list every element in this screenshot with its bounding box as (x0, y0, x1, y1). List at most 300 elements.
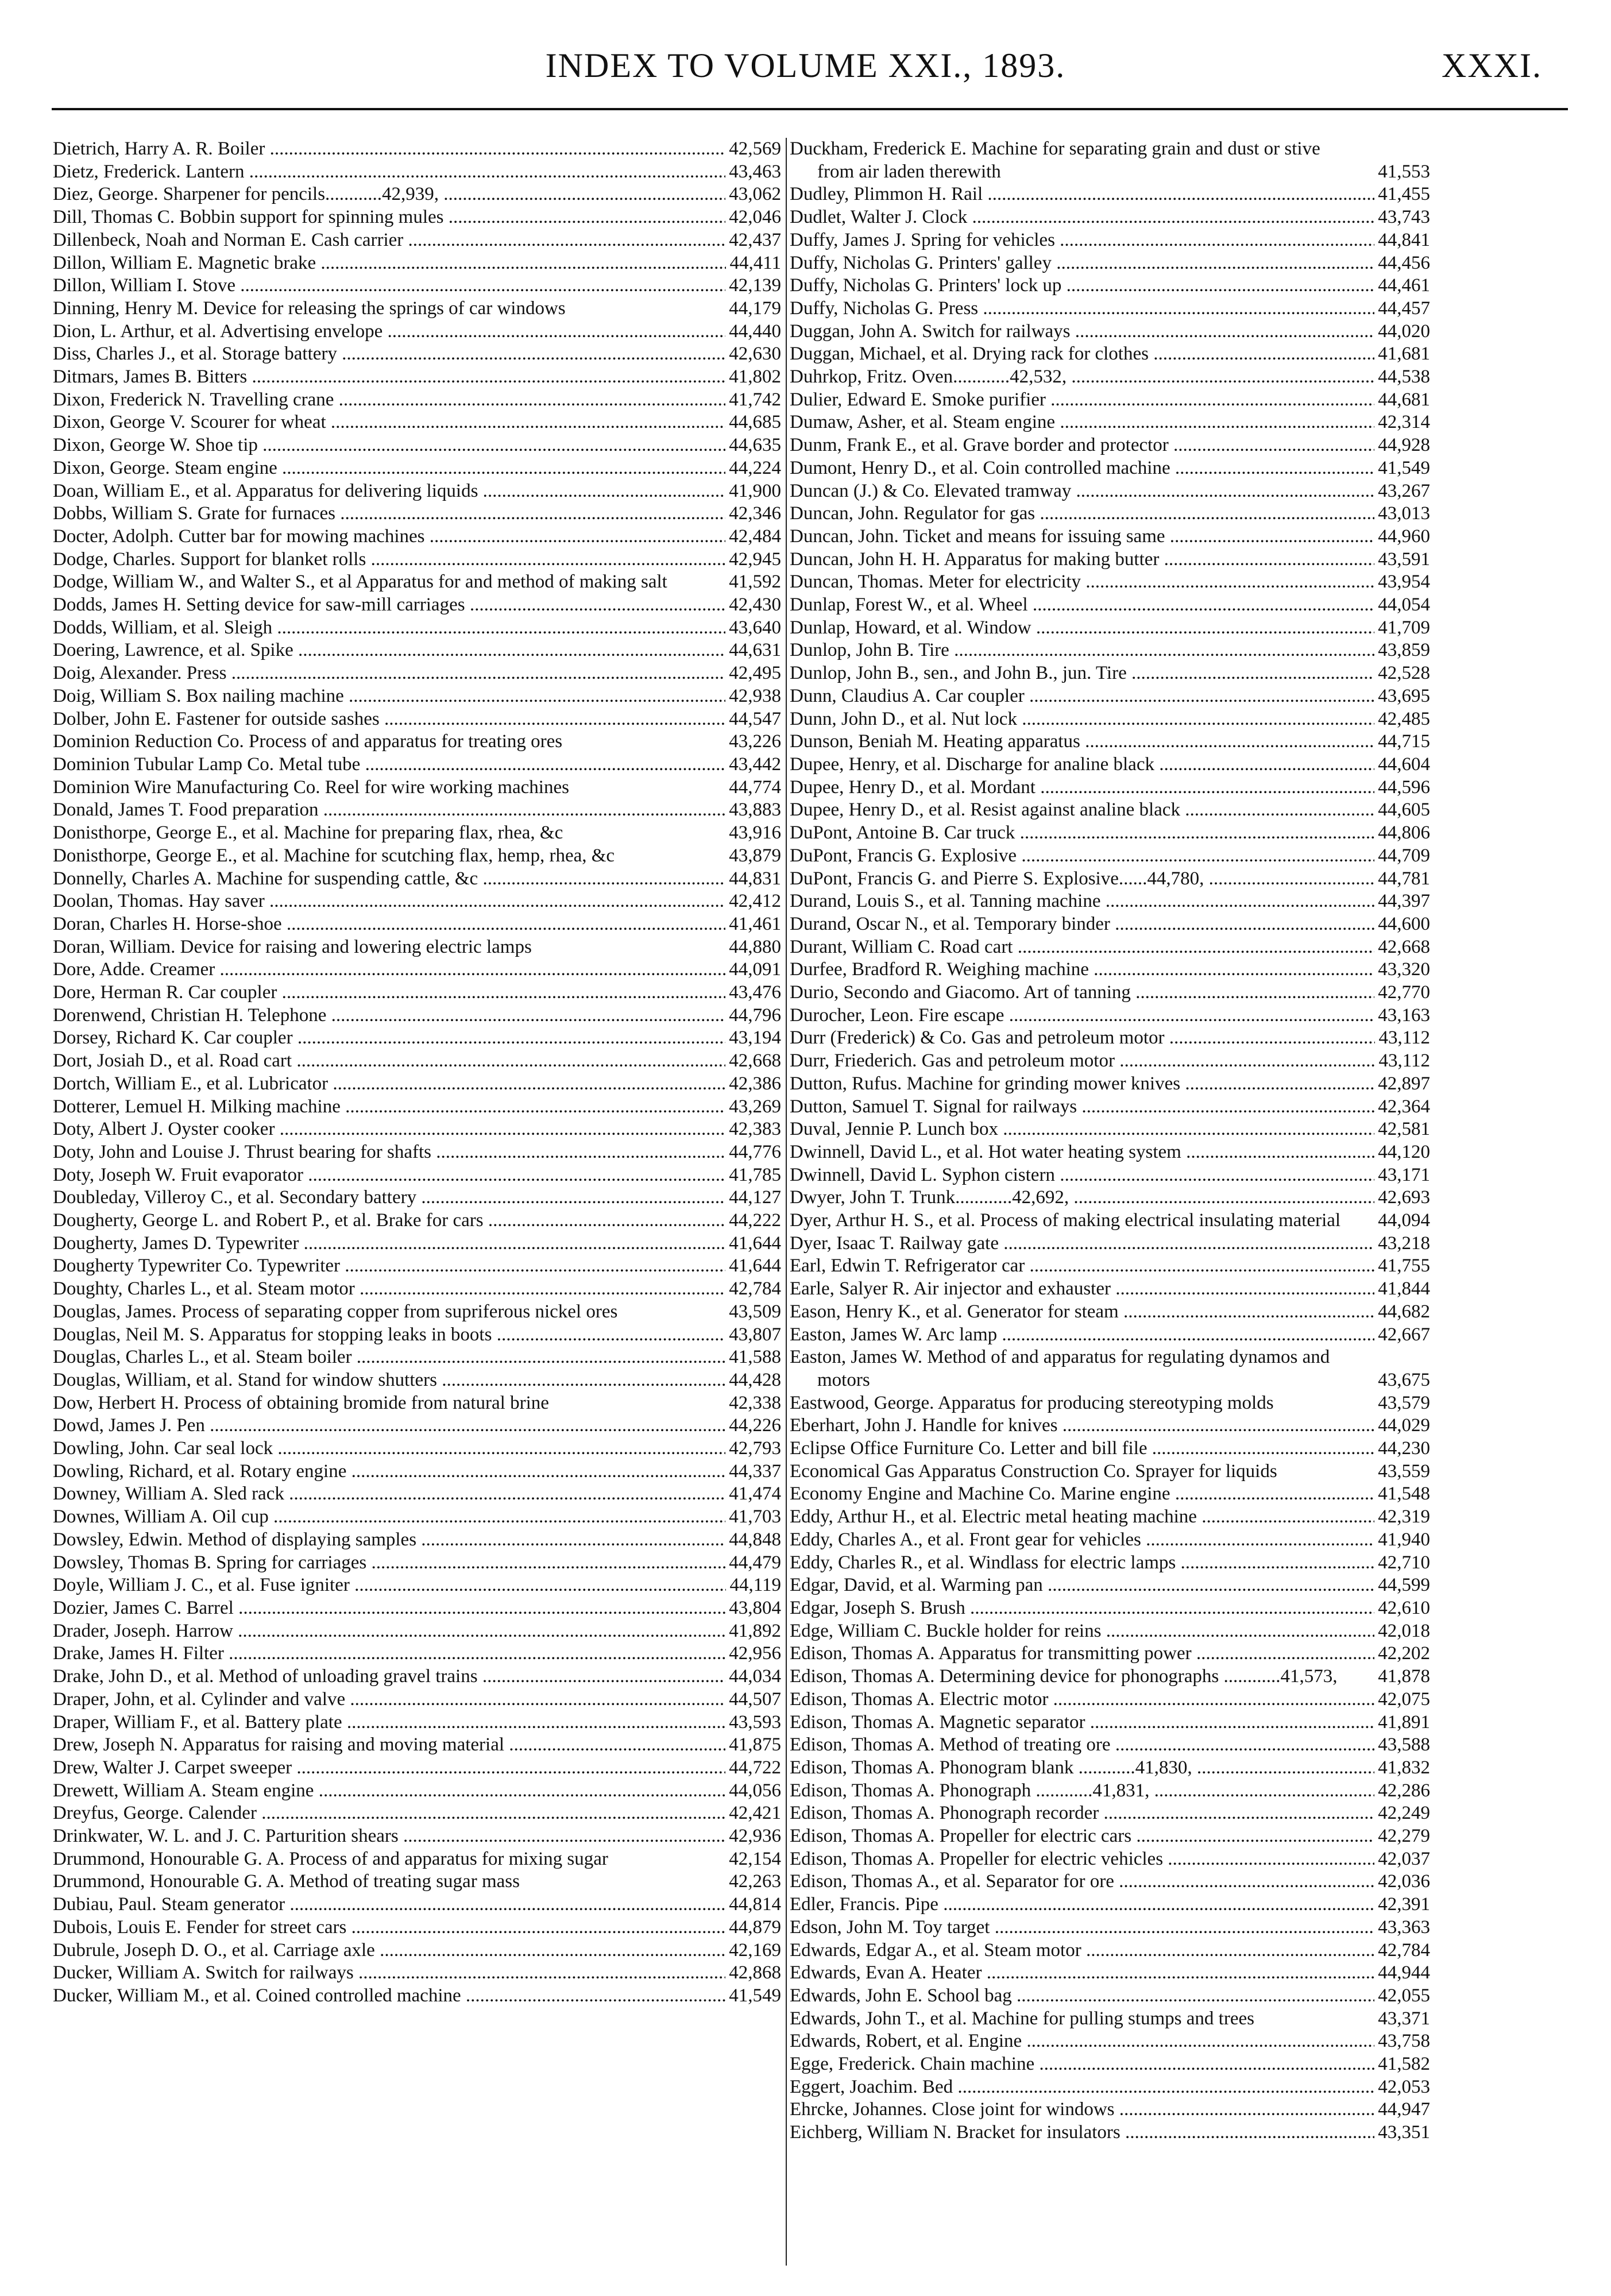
patent-number: 44,461 (1374, 275, 1430, 297)
entry-text: Edwards, Robert, et al. Engine ..... (790, 2030, 1427, 2053)
patent-number: 44,020 (1374, 320, 1430, 343)
patent-number: 44,596 (1374, 776, 1430, 799)
entry-text: Dodds, James H. Setting device for saw-mill carriages ..... (53, 594, 781, 617)
patent-number: 41,940 (1374, 1529, 1430, 1552)
index-entry (53, 708, 781, 731)
patent-number: 42,668 (1374, 936, 1430, 959)
patent-number: 41,455 (1374, 183, 1430, 206)
entry-text: Drew, Joseph N. Apparatus for raising and moving material ..... (53, 1734, 781, 1757)
patent-number: 44,947 (1374, 2098, 1430, 2121)
index-entry (53, 1870, 781, 1893)
index-entry (53, 183, 781, 206)
index-entry (53, 275, 781, 297)
patent-number: 44,681 (1374, 389, 1430, 412)
patent-number: 43,640 (725, 617, 781, 640)
patent-number: 44,224 (725, 457, 781, 480)
index-entry (53, 1642, 781, 1665)
index-entry (53, 845, 781, 868)
entry-text: Drew, Walter J. Carpet sweeper ..... (53, 1757, 781, 1780)
patent-number: 43,171 (1374, 1164, 1430, 1187)
patent-number: 43,320 (1374, 958, 1430, 981)
patent-number: 43,442 (725, 753, 781, 776)
entry-text: Drummond, Honourable G. A. Method of treating sugar mass (53, 1871, 520, 1892)
index-entry (790, 685, 1430, 708)
index-entry (53, 594, 781, 617)
index-entry (53, 1802, 781, 1825)
entry-text: Dupee, Henry D., et al. Mordant ..... (790, 776, 1427, 799)
entry-text: Dillenbeck, Noah and Norman E. Cash carrier ..... (53, 229, 781, 252)
patent-number: 44,091 (725, 958, 781, 981)
entry-text: Edwards, John T., et al. Machine for pulling stumps and trees (790, 2008, 1254, 2029)
patent-number: 44,944 (1374, 1962, 1430, 1985)
entry-text: Ducker, William A. Switch for railways ..... (53, 1962, 781, 1985)
index-entry (53, 639, 781, 662)
patent-number: 41,644 (725, 1255, 781, 1278)
entry-text: Doyle, William J. C., et al. Fuse igniter ..... (53, 1574, 781, 1597)
index-entry (790, 936, 1430, 959)
patent-number: 44,599 (1374, 1574, 1430, 1597)
index-entry (790, 1916, 1430, 1939)
index-entry (790, 868, 1430, 891)
index-entry (790, 708, 1430, 731)
entry-text: Dorenwend, Christian H. Telephone ..... (53, 1004, 781, 1027)
index-entry (53, 1209, 781, 1232)
patent-number: 41,548 (1374, 1483, 1430, 1506)
index-entry (790, 1164, 1430, 1187)
index-entry (790, 297, 1430, 320)
entry-text: Doubleday, Villeroy C., et al. Secondary battery ..... (53, 1186, 781, 1209)
index-entry (53, 548, 781, 571)
entry-text: Donisthorpe, George E., et al. Machine for preparing flax, rhea, &c (53, 822, 563, 844)
entry-text: Duffy, Nicholas G. Printers' lock up ..... (790, 275, 1427, 297)
index-entry (790, 275, 1430, 297)
patent-number: 41,474 (725, 1483, 781, 1506)
entry-text: Dulier, Edward E. Smoke purifier ..... (790, 389, 1427, 412)
entry-text: Dunn, Claudius A. Car coupler ..... (790, 685, 1427, 708)
entry-text: Easton, James W. Arc lamp ..... (790, 1324, 1427, 1347)
index-entry (53, 1141, 781, 1164)
index-entry (53, 913, 781, 936)
patent-number: 42,610 (1374, 1597, 1430, 1620)
patent-number: 44,457 (1374, 297, 1430, 320)
index-entry (790, 2121, 1430, 2144)
index-entry (790, 1027, 1430, 1050)
patent-number: 42,018 (1374, 1620, 1430, 1643)
patent-number: 42,430 (725, 594, 781, 617)
patent-number: 41,832 (1374, 1757, 1430, 1780)
index-entry (790, 411, 1430, 434)
entry-text: Eclipse Office Furniture Co. Letter and bill file ..... (790, 1437, 1427, 1460)
index-entry (790, 548, 1430, 571)
index-entry (53, 890, 781, 913)
entry-text: Duggan, Michael, et al. Drying rack for clothes ..... (790, 343, 1427, 366)
index-entry (53, 1186, 781, 1209)
patent-number: 42,391 (1374, 1893, 1430, 1916)
entry-text: Dumaw, Asher, et al. Steam engine ..... (790, 411, 1427, 434)
entry-text: Durocher, Leon. Fire escape ..... (790, 1004, 1427, 1027)
patent-number: 43,194 (725, 1027, 781, 1050)
entry-text: Edison, Thomas A. Apparatus for transmitting power ..... (790, 1642, 1427, 1665)
entry-text: Edison, Thomas A. Phonograph recorder ..... (790, 1802, 1427, 1825)
patent-number: 42,793 (725, 1437, 781, 1460)
entry-text: Dumont, Henry D., et al. Coin controlled machine ..... (790, 457, 1427, 480)
entry-text: Eichberg, William N. Bracket for insulators ..... (790, 2121, 1427, 2144)
patent-number: 44,337 (725, 1460, 781, 1483)
entry-text: Edison, Thomas A. Phonogram blank ............41,830, ..... (790, 1757, 1427, 1780)
index-entry (790, 1437, 1430, 1460)
index-entry (53, 1574, 781, 1597)
entry-text: Donald, James T. Food preparation ..... (53, 799, 781, 822)
index-entry (790, 1688, 1430, 1711)
patent-number: 44,848 (725, 1529, 781, 1552)
entry-text: Eddy, Arthur H., et al. Electric metal heating machine ..... (790, 1506, 1427, 1529)
patent-number: 41,644 (725, 1232, 781, 1255)
index-entry (790, 1620, 1430, 1643)
patent-number: 44,715 (1374, 730, 1430, 753)
entry-text: Dore, Herman R. Car coupler ..... (53, 981, 781, 1004)
index-entry (790, 1802, 1430, 1825)
entry-text: Drinkwater, W. L. and J. C. Parturition shears ..... (53, 1825, 781, 1848)
index-entry (790, 1642, 1430, 1665)
entry-text: Edison, Thomas A. Method of treating ore ..... (790, 1734, 1427, 1757)
patent-number: 42,037 (1374, 1848, 1430, 1871)
index-entry (790, 639, 1430, 662)
patent-number: 44,479 (725, 1552, 781, 1575)
index-entry (790, 457, 1430, 480)
patent-number: 42,075 (1374, 1688, 1430, 1711)
entry-text: Dunlap, Forest W., et al. Wheel ..... (790, 594, 1427, 617)
patent-number: 41,588 (725, 1346, 781, 1369)
index-entry (790, 958, 1430, 981)
patent-number: 42,784 (725, 1278, 781, 1301)
entry-text: Ducker, William M., et al. Coined controlled machine ..... (53, 1985, 781, 2008)
index-entry (53, 958, 781, 981)
entry-text: Edler, Francis. Pipe ..... (790, 1893, 1427, 1916)
patent-number: 44,094 (1374, 1209, 1430, 1232)
index-entry (53, 480, 781, 503)
patent-number: 43,218 (1374, 1232, 1430, 1255)
patent-number: 41,785 (725, 1164, 781, 1187)
patent-number: 43,112 (1375, 1027, 1430, 1050)
entry-text: Edison, Thomas A. Magnetic separator ..... (790, 1711, 1427, 1734)
patent-number: 44,456 (1374, 252, 1430, 275)
index-entry (53, 1004, 781, 1027)
patent-number: 42,169 (725, 1939, 781, 1962)
index-entry (790, 1460, 1430, 1483)
patent-number: 42,053 (1374, 2076, 1430, 2099)
patent-number: 42,383 (725, 1118, 781, 1141)
index-entry (53, 457, 781, 480)
index-entry (53, 297, 781, 320)
index-entry (790, 1506, 1430, 1529)
entry-text: DuPont, Francis G. Explosive ..... (790, 845, 1427, 868)
entry-text: Dozier, James C. Barrel ..... (53, 1597, 781, 1620)
index-entry (53, 1780, 781, 1803)
index-entry (790, 753, 1430, 776)
entry-text: Dougherty Typewriter Co. Typewriter ..... (53, 1255, 781, 1278)
patent-number: 42,386 (725, 1073, 781, 1096)
entry-text: Dixon, George V. Scourer for wheat ..... (53, 411, 781, 434)
entry-text: Dubiau, Paul. Steam generator ..... (53, 1893, 781, 1916)
header-rule (52, 108, 1568, 110)
patent-number: 44,120 (1374, 1141, 1430, 1164)
index-entry (53, 1050, 781, 1073)
index-entry (790, 366, 1430, 389)
patent-number: 41,891 (1374, 1711, 1430, 1734)
patent-number: 44,722 (725, 1757, 781, 1780)
index-entry (790, 434, 1430, 457)
entry-text: Duncan, John. Ticket and means for issuing same ..... (790, 525, 1427, 548)
index-entry (53, 662, 781, 685)
entry-text: Dudlet, Walter J. Clock ..... (790, 206, 1427, 229)
entry-text: Drake, James H. Filter ..... (53, 1642, 781, 1665)
index-entry (53, 753, 781, 776)
index-entry (790, 662, 1430, 685)
entry-text: Edwards, Edgar A., et al. Steam motor ..... (790, 1939, 1427, 1962)
patent-number: 43,351 (1374, 2121, 1430, 2144)
patent-number: 42,945 (725, 548, 781, 571)
patent-number: 42,569 (725, 138, 781, 161)
index-entry (790, 1757, 1430, 1780)
entry-text: Dietz, Frederick. Lantern ..... (53, 161, 781, 184)
entry-text: Dutton, Samuel T. Signal for railways ..... (790, 1096, 1427, 1119)
patent-number: 44,879 (725, 1916, 781, 1939)
patent-number: 44,127 (725, 1186, 781, 1209)
index-entry (53, 320, 781, 343)
patent-number: 41,582 (1374, 2053, 1430, 2076)
index-entry (53, 343, 781, 366)
entry-text: Draper, William F., et al. Battery plate ..... (53, 1711, 781, 1734)
entry-text: Doolan, Thomas. Hay saver ..... (53, 890, 781, 913)
entry-text: Durr, Friederich. Gas and petroleum motor ..... (790, 1050, 1427, 1073)
entry-text: Dwinnell, David L. Syphon cistern ..... (790, 1164, 1427, 1187)
index-entry (790, 1529, 1430, 1552)
index-entry (53, 1096, 781, 1119)
entry-text: Edison, Thomas A. Propeller for electric vehicles ..... (790, 1848, 1427, 1871)
patent-number: 44,880 (725, 936, 781, 959)
patent-number: 43,463 (725, 161, 781, 184)
patent-number: 44,034 (725, 1665, 781, 1688)
patent-number: 42,437 (725, 229, 781, 252)
patent-number: 42,784 (1374, 1939, 1430, 1962)
entry-text: Edwards, Evan A. Heater ..... (790, 1962, 1427, 1985)
patent-number: 44,179 (725, 297, 781, 320)
patent-number: 43,363 (1374, 1916, 1430, 1939)
entry-text: Ehrcke, Johannes. Close joint for windows ..... (790, 2098, 1427, 2121)
patent-number: 44,831 (725, 868, 781, 891)
index-entry (790, 1893, 1430, 1916)
patent-number: 43,591 (1374, 548, 1430, 571)
entry-text: Dougherty, James D. Typewriter ..... (53, 1232, 781, 1255)
index-entry (53, 1324, 781, 1347)
index-entry (53, 1962, 781, 1985)
entry-text: Earl, Edwin T. Refrigerator car ..... (790, 1255, 1427, 1278)
index-entry (53, 1460, 781, 1483)
entry-text: Dunm, Frank E., et al. Grave border and protector ..... (790, 434, 1427, 457)
index-entry (53, 776, 781, 799)
patent-number: 43,509 (725, 1301, 781, 1324)
patent-number: 43,226 (725, 730, 781, 753)
patent-number: 43,675 (1374, 1369, 1430, 1392)
index-entry (790, 138, 1430, 183)
entry-text: Durand, Louis S., et al. Tanning machine ..... (790, 890, 1427, 913)
patent-number: 44,411 (726, 252, 781, 275)
index-entry (790, 229, 1430, 252)
index-entry (790, 1324, 1430, 1347)
index-entry (790, 1232, 1430, 1255)
patent-number: 44,605 (1374, 799, 1430, 822)
patent-number: 42,263 (725, 1870, 781, 1893)
entry-text: Downes, William A. Oil cup ..... (53, 1506, 781, 1529)
index-entry (790, 571, 1430, 594)
index-entry (790, 845, 1430, 868)
entry-text: Dougherty, George L. and Robert P., et al. Brake for cars ..... (53, 1209, 781, 1232)
patent-number: 43,804 (725, 1597, 781, 1620)
index-entry (790, 525, 1430, 548)
entry-text: Eberhart, John J. Handle for knives ..... (790, 1414, 1427, 1437)
entry-text: Duffy, Nicholas G. Press ..... (790, 297, 1427, 320)
entry-text: DuPont, Antoine B. Car truck ..... (790, 822, 1427, 845)
patent-number: 42,421 (725, 1802, 781, 1825)
index-entry (790, 1939, 1430, 1962)
entry-text: Drummond, Honourable G. A. Process of and apparatus for mixing sugar (53, 1848, 608, 1869)
patent-number: 44,685 (725, 411, 781, 434)
entry-text: Dodge, William W., and Walter S., et al Apparatus for and method of making salt (53, 571, 667, 593)
entry-text: Durant, William C. Road cart ..... (790, 936, 1427, 959)
entry-text: Duncan (J.) & Co. Elevated tramway ..... (790, 480, 1427, 503)
index-entry (790, 1483, 1430, 1506)
patent-number: 42,314 (1374, 411, 1430, 434)
index-entry (53, 981, 781, 1004)
patent-number: 43,859 (1374, 639, 1430, 662)
index-entry (53, 571, 781, 594)
entry-text: Dodge, Charles. Support for blanket rolls ..... (53, 548, 781, 571)
index-entry (53, 434, 781, 457)
entry-text: Eddy, Charles A., et al. Front gear for vehicles ..... (790, 1529, 1427, 1552)
entry-text: Edson, John M. Toy target ..... (790, 1916, 1427, 1939)
entry-text: Doran, William. Device for raising and lowering electric lamps (53, 936, 532, 957)
page-title: INDEX TO VOLUME XXI., 1893. (545, 47, 1066, 84)
patent-number: 42,936 (725, 1825, 781, 1848)
entry-text: Doty, Joseph W. Fruit evaporator ..... (53, 1164, 781, 1187)
patent-number: 42,036 (1374, 1870, 1430, 1893)
index-entry (53, 411, 781, 434)
index-entry (53, 389, 781, 412)
index-entry (53, 503, 781, 525)
entry-text: Dominion Wire Manufacturing Co. Reel for wire working machines (53, 776, 569, 798)
entry-text: Dowd, James J. Pen ..... (53, 1414, 781, 1437)
index-entry (53, 1711, 781, 1734)
index-entry (53, 1164, 781, 1187)
patent-number: 42,495 (725, 662, 781, 685)
patent-number: 42,897 (1374, 1073, 1430, 1096)
entry-text: DuPont, Francis G. and Pierre S. Explosive......44,780, ..... (790, 868, 1427, 891)
patent-number: 43,476 (725, 981, 781, 1004)
entry-text: Dill, Thomas C. Bobbin support for spinning mules ..... (53, 206, 781, 229)
entry-text: Eggert, Joachim. Bed ..... (790, 2076, 1427, 2099)
entry-text: Dow, Herbert H. Process of obtaining bromide from natural brine (53, 1392, 549, 1413)
index-entry (790, 2030, 1430, 2053)
entry-text: Dillon, William I. Stove ..... (53, 275, 781, 297)
index-entry (53, 206, 781, 229)
entry-text: Duggan, John A. Switch for railways ..... (790, 320, 1427, 343)
index-entry (53, 138, 781, 161)
entry-text: Dunson, Beniah M. Heating apparatus ..... (790, 730, 1427, 753)
entry-text: Economy Engine and Machine Co. Marine engine ..... (790, 1483, 1427, 1506)
index-entry (53, 229, 781, 252)
patent-number: 44,960 (1374, 525, 1430, 548)
entry-text: Durand, Oscar N., et al. Temporary binder ..... (790, 913, 1427, 936)
index-entry (53, 685, 781, 708)
patent-number: 43,743 (1374, 206, 1430, 229)
patent-number: 43,593 (725, 1711, 781, 1734)
entry-text: Dominion Tubular Lamp Co. Metal tube ..... (53, 753, 781, 776)
index-entry (53, 1597, 781, 1620)
entry-text: Dunlop, John B. Tire ..... (790, 639, 1427, 662)
patent-number: 44,796 (725, 1004, 781, 1027)
index-entry (790, 822, 1430, 845)
index-entry (790, 1255, 1430, 1278)
patent-number: 43,588 (1374, 1734, 1430, 1757)
entry-text: Dodds, William, et al. Sleigh ..... (53, 617, 781, 640)
patent-number: 41,549 (725, 1985, 781, 2008)
entry-text: Earle, Salyer R. Air injector and exhauster ..... (790, 1278, 1427, 1301)
patent-number: 42,286 (1374, 1780, 1430, 1803)
index-entry (790, 1346, 1430, 1391)
patent-number: 44,054 (1374, 594, 1430, 617)
entry-text: Edge, William C. Buckle holder for reins ..... (790, 1620, 1427, 1643)
index-entry (53, 366, 781, 389)
index-entry (790, 617, 1430, 640)
entry-text: Eastwood, George. Apparatus for producing stereotyping molds (790, 1392, 1274, 1413)
patent-number: 42,710 (1374, 1552, 1430, 1575)
patent-number: 43,269 (725, 1096, 781, 1119)
index-entry (790, 1825, 1430, 1848)
patent-number: 41,709 (1374, 617, 1430, 640)
patent-number: 41,592 (725, 571, 781, 594)
index-entry (790, 1597, 1430, 1620)
entry-text: Dillon, William E. Magnetic brake ..... (53, 252, 781, 275)
index-entry (53, 617, 781, 640)
entry-text: Economical Gas Apparatus Construction Co. Sprayer for liquids (790, 1460, 1277, 1482)
patent-number: 44,806 (1374, 822, 1430, 845)
index-entry (53, 1027, 781, 1050)
patent-number: 44,781 (1374, 868, 1430, 891)
entry-text: Dutton, Rufus. Machine for grinding mower knives ..... (790, 1073, 1427, 1096)
index-entry (53, 1757, 781, 1780)
patent-number: 42,938 (725, 685, 781, 708)
index-entry (53, 1232, 781, 1255)
entry-text: Dobbs, William S. Grate for furnaces ..... (53, 503, 781, 525)
index-entry (53, 252, 781, 275)
index-entry (53, 1414, 781, 1437)
index-entry (790, 776, 1430, 799)
index-entry (790, 981, 1430, 1004)
patent-number: 44,709 (1374, 845, 1430, 868)
patent-number: 42,484 (725, 525, 781, 548)
index-entry (53, 1118, 781, 1141)
entry-text: Douglas, William, et al. Stand for window shutters ..... (53, 1369, 781, 1392)
index-entry (790, 1870, 1430, 1893)
entry-text: Dotterer, Lemuel H. Milking machine ..... (53, 1096, 781, 1119)
index-entry (53, 161, 781, 184)
patent-number: 44,604 (1374, 753, 1430, 776)
index-entry (53, 1346, 781, 1369)
index-entry (790, 480, 1430, 503)
patent-number: 42,319 (1374, 1506, 1430, 1529)
patent-number: 41,802 (725, 366, 781, 389)
index-entry (790, 252, 1430, 275)
